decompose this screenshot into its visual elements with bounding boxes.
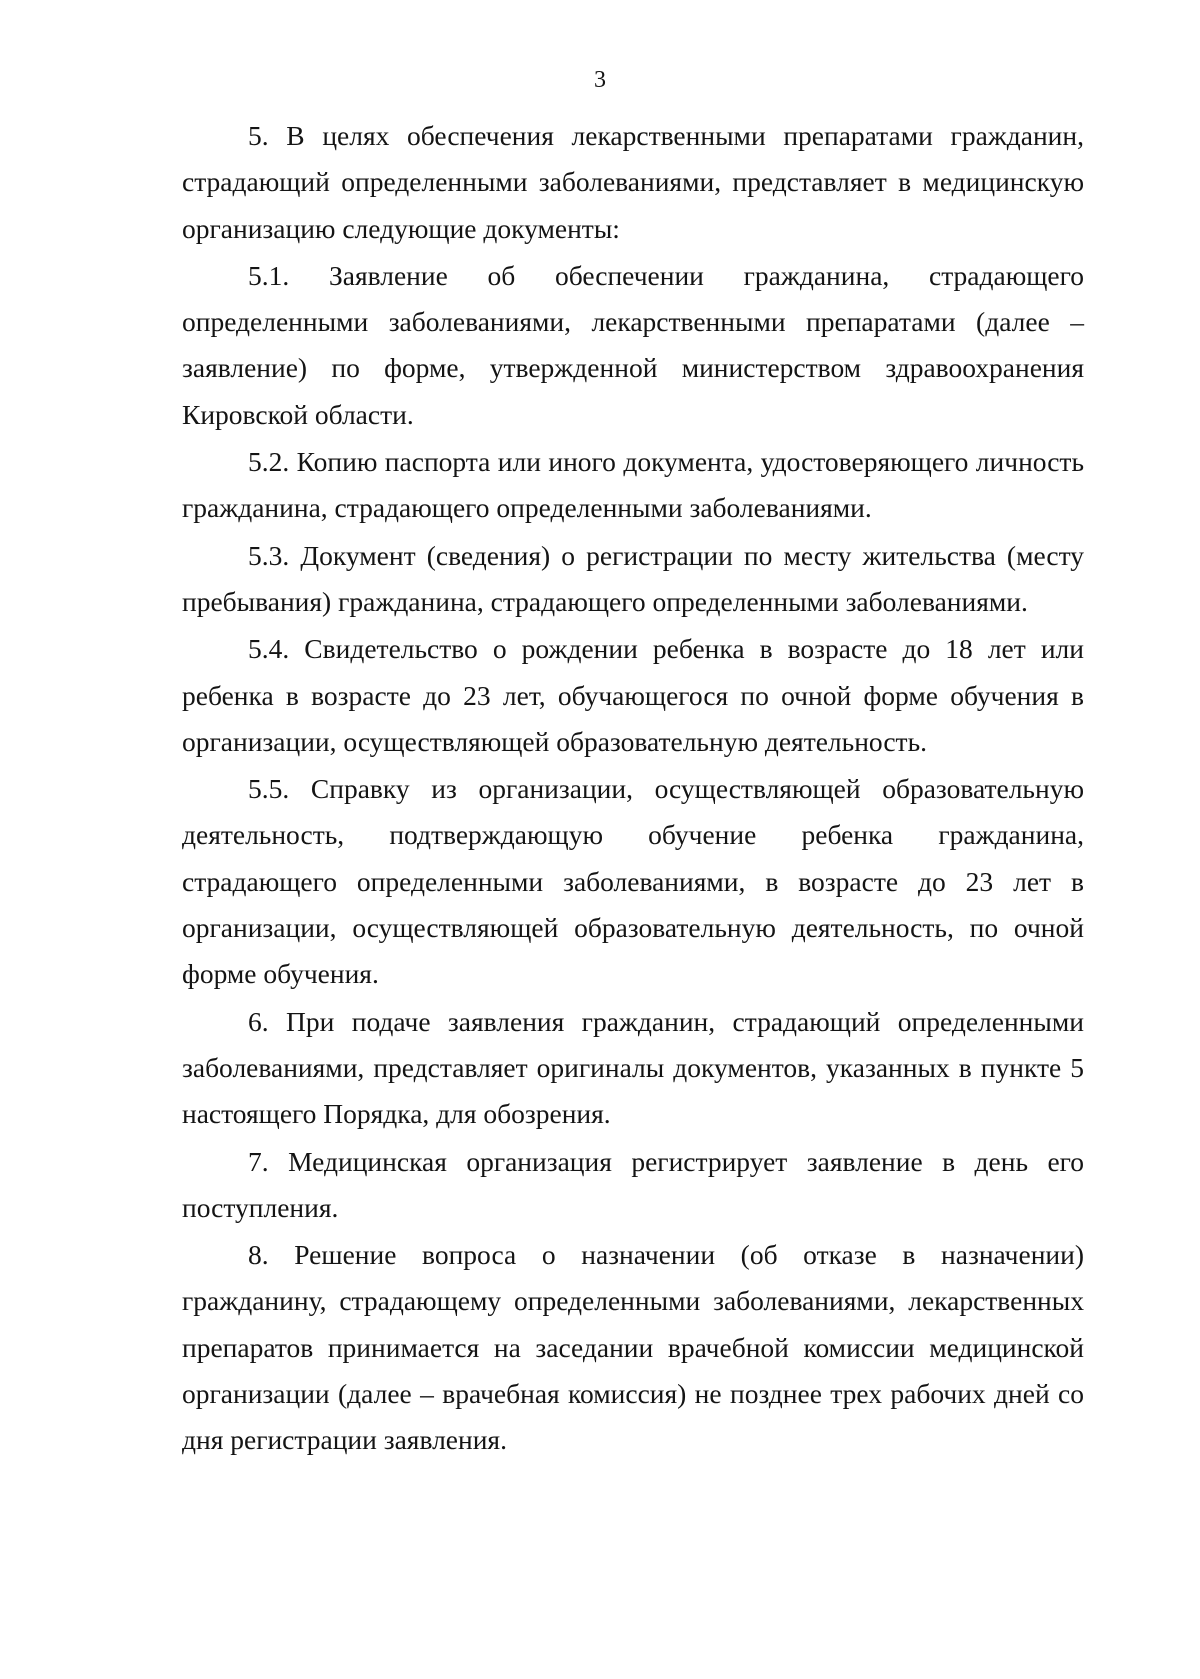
paragraph-7: 7. Медицинская организация регистрирует заявление в день его поступления.: [182, 1145, 1084, 1223]
document-body: [182, 113, 1084, 1465]
paragraph-5-5: 5.5. Справку из организации, осуществляющей образовательную деятельность, подтверждающую обучение ребенка гражданина, страдающего определенными заболеваниями, в возрасте до 23 лет в организации, осуществляющей образовательную деятельность, по очной форме обучения.: [182, 773, 1084, 990]
paragraph-5: 5. В целях обеспечения лекарственными препаратами гражданин, страдающий определенными заболеваниями, представляет в медицинскую организацию следующие документы:: [182, 120, 1084, 244]
paragraph-5-2: 5.2. Копию паспорта или иного документа, удостоверяющего личность гражданина, страдающего определенными заболеваниями.: [182, 446, 1084, 524]
paragraph-5-3: 5.3. Документ (сведения) о регистрации по месту жительства (месту пребывания) гражданина, страдающего определенными заболеваниями.: [182, 539, 1084, 617]
paragraph-8: 8. Решение вопроса о назначении (об отказе в назначении) гражданину, страдающему определенными заболеваниями, лекарственных препаратов принимается на заседании врачебной комиссии медицинской организации (далее – врачебная комиссия) не позднее трех рабочих дней со дня регистрации заявления.: [182, 1239, 1084, 1456]
paragraph-6: 6. При подаче заявления гражданин, страдающий определенными заболеваниями, представляет оригиналы документов, указанных в пункте 5 настоящего Порядка, для обозрения.: [182, 1005, 1084, 1130]
paragraph-5-4: 5.4. Свидетельство о рождении ребенка в возрасте до 18 лет или ребенка в возрасте до 23 лет, обучающегося по очной форме обучения в организации, осуществляющей образовательную деятельность.: [182, 633, 1084, 757]
paragraph-5-1: 5.1. Заявление об обеспечении гражданина, страдающего определенными заболеваниями, лекарственными препаратами (далее – заявление) по форме, утвержденной министерством здравоохранения Кировской области.: [182, 259, 1084, 430]
page-number: 3: [594, 67, 606, 93]
